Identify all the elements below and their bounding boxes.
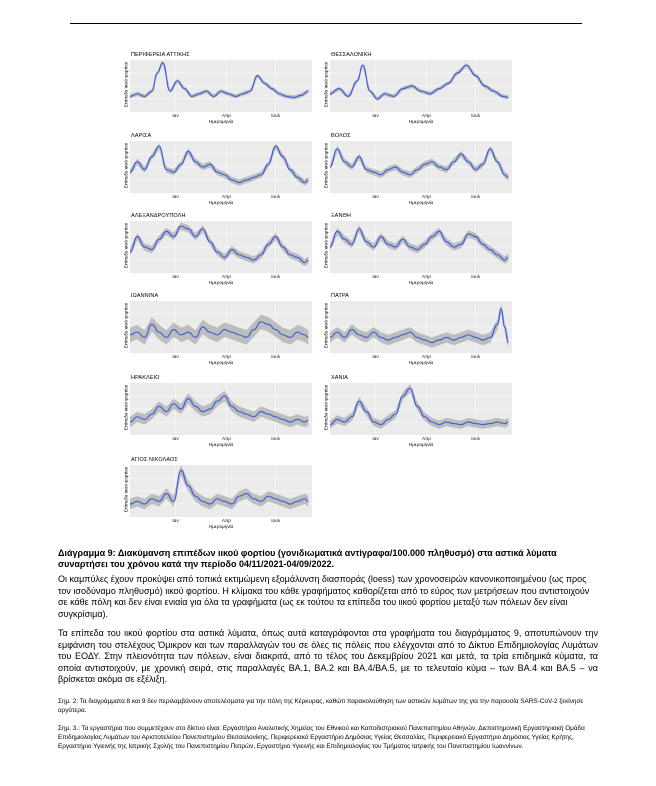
chart-10-x-tick-label: Ιουλ xyxy=(471,436,480,441)
chart-8-y-axis-label: Επίπεδο ιικού φορτίου xyxy=(323,302,329,349)
chart-1-title: ΠΕΡΙΦΕΡΕΙΑ ΑΤΤΙΚΗΣ xyxy=(131,52,190,58)
chart-6-series-line xyxy=(330,229,508,260)
chart-4-y-axis-label: Επίπεδο ιικού φορτίου xyxy=(323,142,329,189)
chart-8-title: ΠΑΤΡΑ xyxy=(331,293,350,299)
chart-4-title: ΒΟΛΟΣ xyxy=(331,133,351,139)
paragraph-method: Οι καμπύλες έχουν προκύψει από τοπικά εκτιμώμενη εξομάλυνση διασποράς (loess) των χρονοσειρών κανονικοποιημένου (ως προς τον ισοδύναμο πληθυσμό) ιικού φορτίου. Η κλίμακα του κάθε γραφήματος καθορίζεται από το εύρος των μετρήσεων που αντιστοιχούν σε κάθε πόλη και δεν είναι ενιαία για όλα τα γραφήματα (ως εκ τούτου τα επίπεδα του ιικού φορτίου μεταξύ των πόλεων δεν είναι συγκρίσιμα). xyxy=(58,574,590,619)
chart-11-confidence-band xyxy=(130,465,308,509)
chart-2-confidence-band xyxy=(330,63,508,101)
chart-6-svg xyxy=(330,221,512,273)
chart-1-x-tick-label: Ιουλ xyxy=(271,113,280,118)
chart-3-x-tick-label: Απρ xyxy=(222,194,231,199)
chart-6-title: ΞΑΝΘΗ xyxy=(331,213,351,219)
chart-4-confidence-band xyxy=(330,146,508,181)
chart-7-x-axis-label: Ημερομηνία xyxy=(208,360,234,365)
chart-8-confidence-band xyxy=(330,304,508,348)
chart-11-x-tick-label: Απρ xyxy=(222,518,231,523)
paragraph-findings: Τα επίπεδα του ιικού φορτίου στα αστικά λύματα, όπως αυτά καταγράφονται στα γραφήματα του διαγράμματος 9, αποτυπώνουν την εμφάνιση του στελέχους Όμικρον και των παραλλαγών του σε όλες τις πόλεις που ελέγχονται από το Δίκτυο Επιδημιολογίας Λυμάτων του ΕΟΔΥ. Στην πλειονότητα των πόλεων, είναι διακριτά, από το τέλος του Δεκεμβρίου 2021 και μετά, τα τρία επιδημικά κύματα, τα οποία αντιστοιχούν, με χρονική σειρά, στις παραλλαγές BA.1, BA.2 και BA.4/BA.5, με το τελευταίο κύμα – των BA.4 και BA.5 – να βρίσκεται ακόμα σε εξέλιξη. xyxy=(58,628,598,684)
chart-8-x-tick-label: Ιαν xyxy=(372,354,379,359)
chart-2-x-tick-label: Ιουλ xyxy=(471,113,480,118)
chart-6-x-axis-label: Ημερομηνία xyxy=(408,280,434,285)
chart-1-panel xyxy=(122,52,312,132)
chart-3-x-tick-label: Ιουλ xyxy=(271,194,280,199)
chart-8-x-axis-label: Ημερομηνία xyxy=(408,360,434,365)
chart-10-svg xyxy=(330,383,512,435)
chart-9-x-tick-label: Ιαν xyxy=(172,436,179,441)
chart-9-svg xyxy=(130,383,312,435)
chart-11-svg xyxy=(130,465,312,517)
chart-10-title: ΧΑΝΙΑ xyxy=(331,375,349,381)
chart-11-x-tick-label: Ιαν xyxy=(172,518,179,523)
chart-10-x-tick-label: Ιαν xyxy=(372,436,379,441)
chart-2-svg xyxy=(330,60,512,112)
chart-6-x-tick-label: Ιαν xyxy=(372,274,379,279)
chart-2-title: ΘΕΣΣΑΛΟΝΙΚΗ xyxy=(331,52,372,58)
chart-9-x-tick-label: Ιουλ xyxy=(271,436,280,441)
chart-6-y-axis-label: Επίπεδο ιικού φορτίου xyxy=(323,222,329,269)
chart-9-x-axis-label: Ημερομηνία xyxy=(208,442,234,447)
chart-7-x-tick-label: Ιουλ xyxy=(271,354,280,359)
figure-caption-title: Διάγραμμα 9: Διακύμανση επιπέδων ιικού φορτίου (γονιδιωματικά αντίγραφα/100.000 πληθυσμό) στα αστικά λύματα συναρτήσει του χρόνου κατά την περίοδο 04/11/2021-04/09/2022. xyxy=(58,548,557,569)
chart-3-panel xyxy=(122,133,312,213)
chart-8-x-tick-label: Ιουλ xyxy=(471,354,480,359)
chart-9-x-tick-label: Απρ xyxy=(222,436,231,441)
chart-4-x-tick-label: Ιαν xyxy=(372,194,379,199)
chart-9-panel xyxy=(122,375,312,455)
chart-3-x-axis-label: Ημερομηνία xyxy=(208,200,234,205)
chart-6-x-tick-label: Απρ xyxy=(422,274,431,279)
chart-11-panel xyxy=(122,457,312,537)
footnote-3: Σημ. 3.: Τα εργαστήρια που συμμετέχουν στο δίκτυο είναι: Εργαστήριο Αναλυτικής Χημείας του Εθνικού και Καποδιστριακού Πανεπιστημίου Αθηνών, Διεπιστημονική Εργαστηριακή Ομάδα Επιδημιολογίας Λυμάτων του Αριστοτελείου Πανεπιστημίου Θεσσαλονίκης, Περιφερειακό Εργαστήριο Δημόσιας Υγείας Θεσσαλίας, Περιφερειακό Εργαστήριο Δημόσιας Υγείας Κρήτης, Εργαστήριο Υγιεινής της Ιατρικής Σχολής του Πανεπιστημίου Πατρών, Εργαστήριο Υγιεινής και Επιδημιολογίας του Τμήματος Ιατρικής του Πανεπιστημίου Ιωαννίνων. xyxy=(58,725,585,750)
chart-11-x-tick-label: Ιουλ xyxy=(271,518,280,523)
chart-4-panel xyxy=(322,133,512,213)
chart-1-y-axis-label: Επίπεδο ιικού φορτίου xyxy=(123,61,129,108)
chart-8-panel xyxy=(322,293,512,373)
chart-11-title: ΑΓΙΟΣ ΝΙΚΟΛΑΟΣ xyxy=(131,457,178,463)
chart-2-x-tick-label: Ιαν xyxy=(372,113,379,118)
chart-3-x-tick-label: Ιαν xyxy=(172,194,179,199)
chart-2-y-axis-label: Επίπεδο ιικού φορτίου xyxy=(323,61,329,108)
chart-5-title: ΑΛΕΞΑΝΔΡΟΥΠΟΛΗ xyxy=(131,213,186,219)
chart-7-y-axis-label: Επίπεδο ιικού φορτίου xyxy=(123,302,129,349)
chart-4-x-tick-label: Απρ xyxy=(422,194,431,199)
chart-6-panel xyxy=(322,213,512,293)
chart-4-svg xyxy=(330,141,512,193)
chart-11-x-axis-label: Ημερομηνία xyxy=(208,524,234,529)
chart-2-panel xyxy=(322,52,512,132)
chart-1-series-line xyxy=(130,63,308,98)
chart-10-x-tick-label: Απρ xyxy=(422,436,431,441)
chart-7-title: ΙΩΑΝΝΙΝΑ xyxy=(131,293,159,299)
chart-9-y-axis-label: Επίπεδο ιικού φορτίου xyxy=(123,384,129,431)
chart-5-x-tick-label: Ιουλ xyxy=(271,274,280,279)
chart-5-panel xyxy=(122,213,312,293)
chart-10-y-axis-label: Επίπεδο ιικού φορτίου xyxy=(323,384,329,431)
chart-3-svg xyxy=(130,141,312,193)
chart-3-title: ΛΑΡΙΣΑ xyxy=(131,133,152,139)
chart-7-x-tick-label: Ιαν xyxy=(172,354,179,359)
chart-2-x-axis-label: Ημερομηνία xyxy=(408,119,434,124)
chart-9-title: ΗΡΑΚΛΕΙΟ xyxy=(131,375,160,381)
chart-1-x-axis-label: Ημερομηνία xyxy=(208,119,234,124)
chart-8-x-tick-label: Απρ xyxy=(422,354,431,359)
chart-5-svg xyxy=(130,221,312,273)
chart-1-x-tick-label: Απρ xyxy=(222,113,231,118)
chart-6-x-tick-label: Ιουλ xyxy=(471,274,480,279)
chart-4-x-tick-label: Ιουλ xyxy=(471,194,480,199)
chart-5-x-tick-label: Απρ xyxy=(222,274,231,279)
chart-11-y-axis-label: Επίπεδο ιικού φορτίου xyxy=(123,466,129,513)
chart-7-svg xyxy=(130,301,312,353)
chart-5-confidence-band xyxy=(130,223,308,267)
chart-10-panel xyxy=(322,375,512,455)
chart-7-x-tick-label: Απρ xyxy=(222,354,231,359)
chart-1-confidence-band xyxy=(130,61,308,100)
chart-8-svg xyxy=(330,301,512,353)
chart-5-y-axis-label: Επίπεδο ιικού φορτίου xyxy=(123,222,129,269)
chart-2-x-tick-label: Απρ xyxy=(422,113,431,118)
chart-7-panel xyxy=(122,293,312,373)
chart-1-svg xyxy=(130,60,312,112)
chart-5-x-axis-label: Ημερομηνία xyxy=(208,280,234,285)
chart-4-x-axis-label: Ημερομηνία xyxy=(408,200,434,205)
footnote-2: Σημ. 2: Τα διαγράμματα 8 και 9 δεν περιλαμβάνουν αποτελέσματα για την πόλη της Κέρκυρας, καθώτι παρακολούθηση των αστικών λυμάτων της για την παρουσία SARS-CoV-2 ξεκίνησε αργότερα. xyxy=(58,698,584,714)
chart-3-y-axis-label: Επίπεδο ιικού φορτίου xyxy=(123,142,129,189)
chart-5-x-tick-label: Ιαν xyxy=(172,274,179,279)
chart-10-x-axis-label: Ημερομηνία xyxy=(408,442,434,447)
chart-1-x-tick-label: Ιαν xyxy=(172,113,179,118)
